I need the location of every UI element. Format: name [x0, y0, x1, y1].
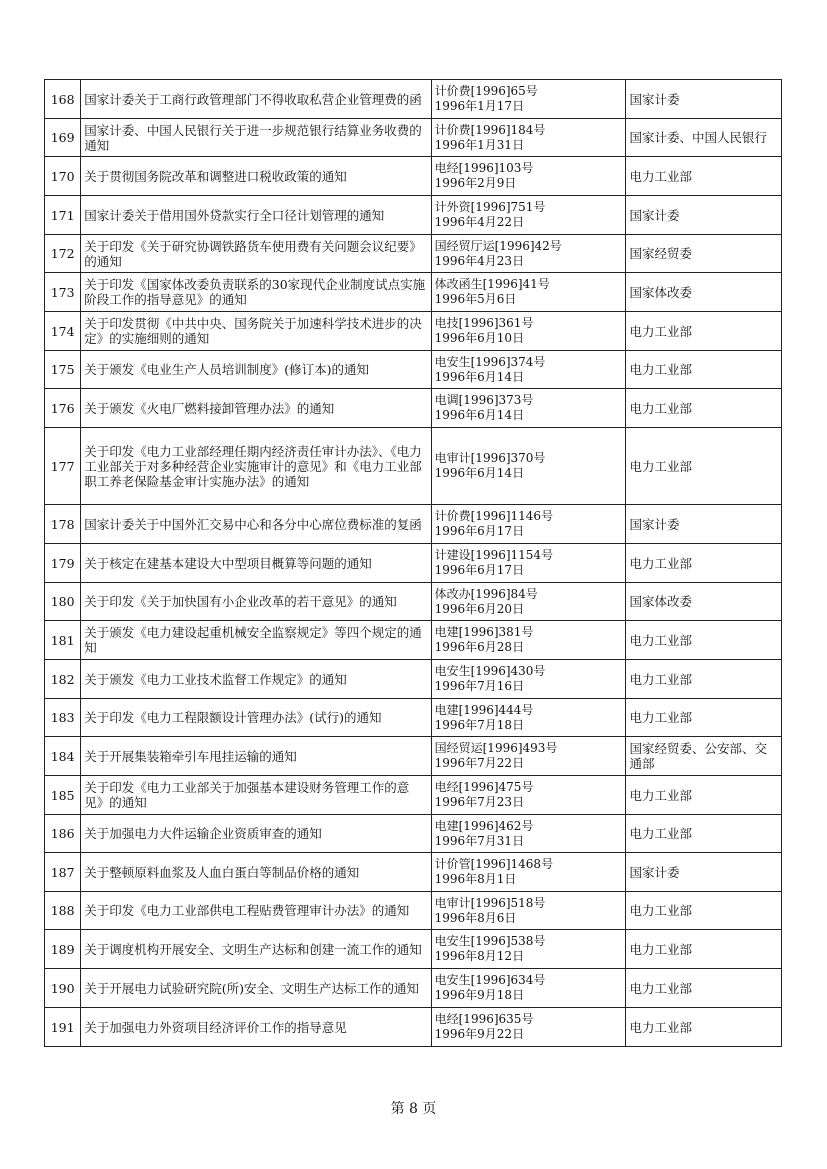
document-number: 电调[1996]373号 [434, 393, 534, 407]
issue-date: 1996年8月6日 [434, 910, 517, 925]
issue-date: 1996年7月31日 [434, 833, 525, 848]
row-number: 191 [45, 1008, 81, 1047]
table-row [45, 273, 782, 312]
issue-date: 1996年7月16日 [434, 679, 525, 693]
document-number-cell [431, 853, 626, 892]
issue-date: 1996年4月22日 [434, 215, 525, 229]
row-number: 190 [45, 969, 81, 1008]
issuing-agency: 电力工业部 [626, 969, 782, 1008]
document-title: 关于开展集装箱牵引车甩挂运输的通知 [81, 737, 431, 776]
table-row [45, 660, 782, 699]
document-number: 电经[1996]635号 [434, 1012, 534, 1026]
row-number: 186 [45, 815, 81, 853]
document-title: 关于印发《关于研究协调铁路货车使用费有关问题会议纪要》的通知 [81, 235, 431, 273]
document-number-cell [431, 235, 626, 273]
issuing-agency: 国家计委 [626, 505, 782, 544]
document-number: 电安生[1996]634号 [434, 973, 546, 987]
document-number: 体改函生[1996]41号 [434, 277, 550, 291]
issuing-agency: 电力工业部 [626, 1008, 782, 1047]
table-row [45, 312, 782, 351]
table-row [45, 544, 782, 583]
document-number: 体改办[1996]84号 [434, 586, 538, 601]
row-number: 175 [45, 351, 81, 389]
document-number-cell [431, 119, 626, 157]
issuing-agency: 国家体改委 [626, 583, 782, 621]
document-number-cell [431, 815, 626, 853]
issuing-agency: 电力工业部 [626, 930, 782, 969]
document-number: 电审计[1996]370号 [434, 451, 546, 465]
document-title: 关于开展电力试验研究院(所)安全、文明生产达标工作的通知 [81, 969, 431, 1008]
document-number: 国经贸运[1996]493号 [434, 741, 558, 755]
document-number-cell [431, 389, 626, 428]
document-number-cell [431, 544, 626, 583]
table-row [45, 235, 782, 273]
row-number: 169 [45, 119, 81, 157]
document-number: 电安生[1996]430号 [434, 664, 546, 678]
issuing-agency: 国家体改委 [626, 273, 782, 312]
table-row [45, 428, 782, 505]
document-title: 关于印发《电力工业部经理任期内经济责任审计办法》、《电力工业部关于对多种经营企业实施审计的意见》和《电力工业部职工养老保险基金审计实施办法》的通知 [81, 428, 431, 505]
document-number: 计外资[1996]751号 [434, 200, 546, 214]
document-number-cell [431, 505, 626, 544]
issue-date: 1996年4月23日 [434, 253, 525, 268]
table-row [45, 892, 782, 930]
row-number: 179 [45, 544, 81, 583]
issuing-agency: 国家计委 [626, 853, 782, 892]
document-number: 电安生[1996]374号 [434, 354, 546, 369]
row-number: 189 [45, 930, 81, 969]
document-number: 计建设[1996]1154号 [434, 548, 554, 562]
issue-date: 1996年7月18日 [434, 717, 525, 732]
issue-date: 1996年6月28日 [434, 640, 525, 654]
document-number: 电经[1996]103号 [434, 161, 534, 175]
issuing-agency: 电力工业部 [626, 312, 782, 351]
issue-date: 1996年6月14日 [434, 369, 525, 384]
row-number: 168 [45, 80, 81, 119]
row-number: 185 [45, 776, 81, 815]
document-number: 计价费[1996]1146号 [434, 509, 554, 523]
row-number: 172 [45, 235, 81, 273]
document-number-cell [431, 699, 626, 737]
issue-date: 1996年2月9日 [434, 176, 517, 190]
table-row [45, 1008, 782, 1047]
document-title: 国家计委关于工商行政管理部门不得收取私营企业管理费的函 [81, 80, 431, 119]
document-title: 关于印发《国家体改委负责联系的30家现代企业制度试点实施阶段工作的指导意见》的通知 [81, 273, 431, 312]
row-number: 181 [45, 621, 81, 660]
document-number: 电审计[1996]518号 [434, 895, 546, 910]
document-number: 电建[1996]444号 [434, 702, 534, 717]
issue-date: 1996年6月17日 [434, 524, 525, 538]
document-number: 计价管[1996]1468号 [434, 857, 554, 871]
table-row [45, 389, 782, 428]
document-number-cell [431, 80, 626, 119]
row-number: 171 [45, 196, 81, 235]
issuing-agency: 电力工业部 [626, 621, 782, 660]
document-number-cell [431, 583, 626, 621]
document-number: 国经贸厅运[1996]42号 [434, 238, 562, 253]
document-number-cell [431, 351, 626, 389]
issue-date: 1996年8月1日 [434, 872, 517, 886]
document-number-cell [431, 157, 626, 196]
table-row [45, 621, 782, 660]
document-title: 关于加强电力大件运输企业资质审查的通知 [81, 815, 431, 853]
row-number: 173 [45, 273, 81, 312]
table-row [45, 969, 782, 1008]
document-title: 关于颁发《电力建设起重机械安全监察规定》等四个规定的通知 [81, 621, 431, 660]
issuing-agency: 电力工业部 [626, 892, 782, 930]
issue-date: 1996年6月17日 [434, 563, 525, 577]
row-number: 184 [45, 737, 81, 776]
document-number: 电安生[1996]538号 [434, 934, 546, 948]
table-row [45, 853, 782, 892]
issuing-agency: 国家计委 [626, 80, 782, 119]
document-title: 关于印发《关于加快国有小企业改革的若干意见》的通知 [81, 583, 431, 621]
page-number: 第 8 页 [390, 1101, 437, 1117]
document-title: 关于调度机构开展安全、文明生产达标和创建一流工作的通知 [81, 930, 431, 969]
row-number: 177 [45, 428, 81, 505]
document-title: 关于贯彻国务院改革和调整进口税收政策的通知 [81, 157, 431, 196]
table-row [45, 737, 782, 776]
issuing-agency: 国家计委 [626, 196, 782, 235]
issue-date: 1996年6月10日 [434, 331, 525, 345]
issue-date: 1996年6月14日 [434, 466, 525, 480]
document-title: 国家计委关于借用国外贷款实行全口径计划管理的通知 [81, 196, 431, 235]
document-number-cell [431, 273, 626, 312]
table-row [45, 815, 782, 853]
document-number: 计价费[1996]65号 [434, 84, 538, 98]
document-number-cell [431, 969, 626, 1008]
table-row [45, 351, 782, 389]
table-row [45, 930, 782, 969]
row-number: 183 [45, 699, 81, 737]
document-number-cell [431, 312, 626, 351]
issuing-agency: 电力工业部 [626, 428, 782, 505]
document-title: 关于颁发《电业生产人员培训制度》(修订本)的通知 [81, 351, 431, 389]
issue-date: 1996年7月22日 [434, 756, 525, 770]
table-body [45, 80, 782, 1047]
issuing-agency: 电力工业部 [626, 776, 782, 815]
issue-date: 1996年1月31日 [434, 137, 525, 152]
document-number: 计价费[1996]184号 [434, 122, 546, 137]
document-number: 电建[1996]462号 [434, 818, 534, 833]
document-title: 关于印发贯彻《中共中央、国务院关于加速科学技术进步的决定》的实施细则的通知 [81, 312, 431, 351]
issuing-agency: 国家经贸委、公安部、交通部 [626, 737, 782, 776]
issuing-agency: 国家计委、中国人民银行 [626, 119, 782, 157]
document-number-cell [431, 621, 626, 660]
table-row [45, 776, 782, 815]
issue-date: 1996年9月18日 [434, 988, 525, 1002]
document-number: 电经[1996]475号 [434, 780, 534, 794]
document-number-cell [431, 892, 626, 930]
table-row [45, 505, 782, 544]
row-number: 174 [45, 312, 81, 351]
table-row [45, 157, 782, 196]
issuing-agency: 电力工业部 [626, 157, 782, 196]
document-title: 国家计委、中国人民银行关于进一步规范银行结算业务收费的通知 [81, 119, 431, 157]
issue-date: 1996年9月22日 [434, 1027, 525, 1041]
issue-date: 1996年7月23日 [434, 795, 525, 809]
document-title: 关于颁发《电力工业技术监督工作规定》的通知 [81, 660, 431, 699]
document-title: 关于印发《电力工业部关于加强基本建设财务管理工作的意见》的通知 [81, 776, 431, 815]
issuing-agency: 电力工业部 [626, 660, 782, 699]
issue-date: 1996年8月12日 [434, 949, 525, 963]
document-title: 关于核定在建基本建设大中型项目概算等问题的通知 [81, 544, 431, 583]
document-title: 国家计委关于中国外汇交易中心和各分中心席位费标准的复函 [81, 505, 431, 544]
row-number: 178 [45, 505, 81, 544]
document-number: 电技[1996]361号 [434, 316, 534, 330]
document-number-cell [431, 930, 626, 969]
row-number: 176 [45, 389, 81, 428]
row-number: 170 [45, 157, 81, 196]
issue-date: 1996年6月20日 [434, 601, 525, 616]
table-row [45, 80, 782, 119]
document-number-cell [431, 1008, 626, 1047]
document-number-cell [431, 776, 626, 815]
table-row [45, 583, 782, 621]
issuing-agency: 电力工业部 [626, 699, 782, 737]
row-number: 180 [45, 583, 81, 621]
document-number-cell [431, 737, 626, 776]
document-number-cell [431, 428, 626, 505]
row-number: 182 [45, 660, 81, 699]
issuing-agency: 国家经贸委 [626, 235, 782, 273]
table-row [45, 196, 782, 235]
issuing-agency: 电力工业部 [626, 815, 782, 853]
issuing-agency: 电力工业部 [626, 351, 782, 389]
document-number: 电建[1996]381号 [434, 625, 534, 639]
document-number-cell [431, 196, 626, 235]
table-row [45, 119, 782, 157]
document-title: 关于加强电力外资项目经济评价工作的指导意见 [81, 1008, 431, 1047]
document-title: 关于颁发《火电厂燃料接卸管理办法》的通知 [81, 389, 431, 428]
table-row [45, 699, 782, 737]
issue-date: 1996年5月6日 [434, 292, 517, 306]
issuing-agency: 电力工业部 [626, 389, 782, 428]
document-title: 关于整顿原料血浆及人血白蛋白等制品价格的通知 [81, 853, 431, 892]
issue-date: 1996年1月17日 [434, 99, 525, 113]
issue-date: 1996年6月14日 [434, 408, 525, 422]
document-list-table [44, 79, 782, 1047]
issuing-agency: 电力工业部 [626, 544, 782, 583]
document-title: 关于印发《电力工程限额设计管理办法》(试行)的通知 [81, 699, 431, 737]
row-number: 188 [45, 892, 81, 930]
row-number: 187 [45, 853, 81, 892]
document-number-cell [431, 660, 626, 699]
document-title: 关于印发《电力工业部供电工程贴费管理审计办法》的通知 [81, 892, 431, 930]
